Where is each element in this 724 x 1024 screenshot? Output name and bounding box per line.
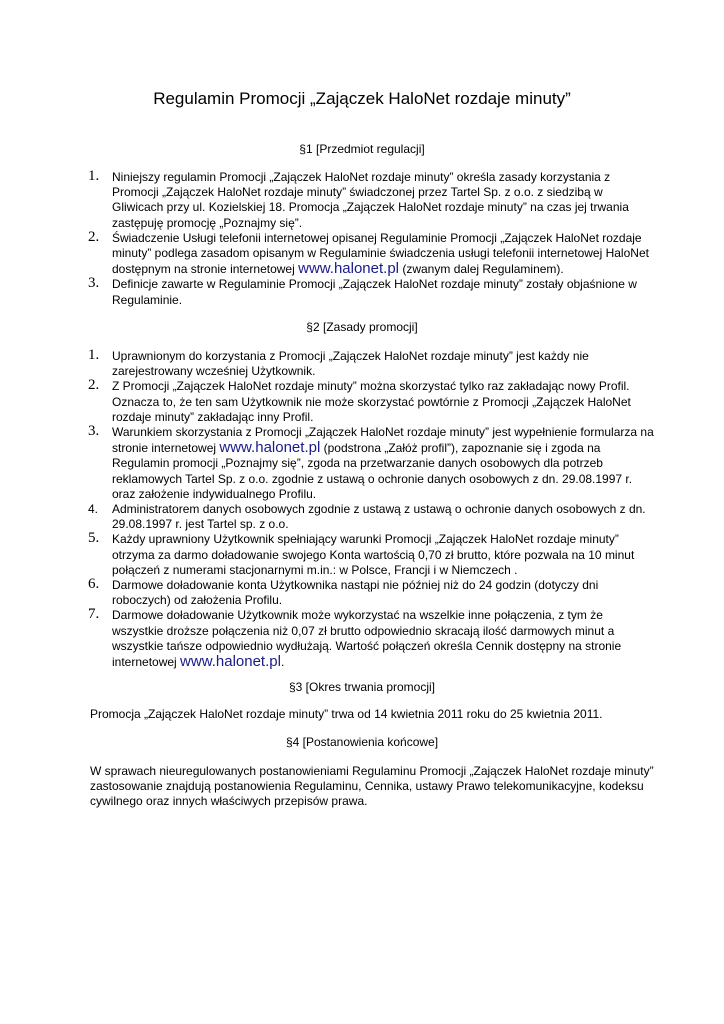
halonet-link[interactable]: www.halonet.pl xyxy=(219,439,321,457)
halonet-link[interactable]: www.halonet.pl xyxy=(298,260,400,278)
item-text: Każdy uprawniony Użytkownik spełniający warunki Promocji „Zajączek HaloNet rozdaje minuty” otrzyma za darmo doładowanie swojego Konta wartością 0,70 zł brutto, które pozwala na 10 minut połączeń z numerami stacjonarnymi m.in.: w Polsce, Francji i w Niemczech . xyxy=(112,532,635,577)
section-1-list xyxy=(88,170,656,308)
list-item xyxy=(88,425,656,502)
item-text: Darmowe doładowanie konta Użytkownika nastąpi nie później niż do 24 godzin (dotyczy dni roboczych) od założenia Profilu. xyxy=(112,578,599,608)
item-text: Definicje zawarte w Regulaminie Promocji „Zajączek HaloNet rozdaje minuty” zostały objaśnione w Regulaminie. xyxy=(112,277,637,307)
section-3-heading: §3 [Okres trwania promocji] xyxy=(288,680,436,694)
item-text: Warunkiem skorzystania z Promocji „Zajączek HaloNet rozdaje minuty” jest wypełnienie formularza na stronie internetowej xyxy=(112,425,654,456)
item-text: Świadczenie Usługi telefonii internetowej opisanej Regulaminie Promocji „Zajączek HaloNet rozdaje minuty” podlega zasadom opisanym w Regulaminie świadczenia usługi telefonii internetowej HaloNet dostępnym na stronie internetowej xyxy=(112,230,649,277)
item-number: 1. xyxy=(88,168,100,184)
item-text: Administratorem danych osobowych zgodnie z ustawą z ustawą o ochronie danych osobowych z dn. 29.08.1997 r. jest Tartel sp. z o.o. xyxy=(112,502,646,532)
item-number: 2. xyxy=(88,228,100,245)
item-number: 4. xyxy=(88,502,99,517)
item-text: (podstrona „Załóż profil”), zapoznanie się i zgoda na Regulamin promocji „Poznajmy się”, zgoda na przetwarzanie danych osobowych dla potrzeb reklamowych Tartel Sp. z o.o. zgodnie z ustawą o ochronie danych osobowych z dn. 29.08.1997 r. oraz założenie indywidualnego Profilu. xyxy=(112,441,633,501)
item-number: 1. xyxy=(88,347,100,363)
item-number: 3. xyxy=(88,275,100,292)
list-item xyxy=(88,532,656,578)
section-2-heading: §2 [Zasady promocji] xyxy=(306,320,418,334)
list-item xyxy=(88,502,656,532)
item-text: (zwanym dalej Regulaminem). xyxy=(399,262,564,277)
list-item xyxy=(88,277,656,307)
list-item xyxy=(88,170,656,231)
section-4-heading: §4 [Postanowienia końcowe] xyxy=(285,735,439,749)
list-item xyxy=(88,578,656,608)
section-4-paragraph: W sprawach nieuregulowanych postanowieniami Regulaminu Promocji „Zajączek HaloNet rozdaje minuty” zastosowanie znajdują postanowienia Regulaminu, Cennika, ustawy Prawo telekomunikacyjne, kodeksu cywilnego oraz innych właściwych przepisów prawa. xyxy=(90,764,654,809)
item-text: . xyxy=(280,655,285,670)
list-item xyxy=(88,608,656,670)
list-item xyxy=(88,379,656,425)
item-text: Z Promocji „Zajączek HaloNet rozdaje minuty” można skorzystać tylko raz zakładając nowy Profil. Oznacza to, że ten sam Użytkownik nie może skorzystać powtórnie z Promocji „Zajączek HaloNet rozdaje minuty” zakładając inny Profil. xyxy=(112,379,631,424)
item-text: Darmowe doładowanie Użytkownik może wykorzystać na wszelkie inne połączenia, z tym że wszystkie droższe połączenia niż 0,07 zł brutto odpowiednio skracają ilość darmowych minut a wszystkie tańsze odpowiednio wydłużają. Wartość połączeń określa Cennik dostępny na stronie internetowej xyxy=(112,608,622,670)
document-title: Regulamin Promocji „Zajączek HaloNet rozdaje minuty” xyxy=(153,89,571,108)
item-number: 7. xyxy=(88,606,100,623)
item-number: 3. xyxy=(88,423,100,440)
halonet-link[interactable]: www.halonet.pl xyxy=(180,653,281,671)
list-item xyxy=(88,228,656,278)
list-item xyxy=(88,349,656,379)
item-number: 2. xyxy=(88,377,100,394)
section-3-paragraph: Promocja „Zajączek HaloNet rozdaje minuty” trwa od 14 kwietnia 2011 roku do 25 kwietnia 2011. xyxy=(90,707,603,721)
item-number: 5. xyxy=(88,530,100,547)
item-number: 6. xyxy=(88,576,100,593)
item-text: Uprawnionym do korzystania z Promocji „Zajączek HaloNet rozdaje minuty” jest każdy nie zarejestrowany wcześniej Użytkownik. xyxy=(112,349,589,379)
item-text: Niniejszy regulamin Promocji „Zajączek HaloNet rozdaje minuty” określa zasady korzystania z Promocji „Zajączek HaloNet rozdaje minuty” świadczonej przez Tartel Sp. z o.o. z siedzibą w Gliwicach przy ul. Kozielskiej 18. Promocja „Zajączek HaloNet rozdaje minuty” na czas jej trwania zastępuję promocję „Poznajmy się”. xyxy=(112,170,629,230)
section-1-heading: §1 [Przedmiot regulacji] xyxy=(299,142,425,156)
section-2-list xyxy=(88,349,656,670)
